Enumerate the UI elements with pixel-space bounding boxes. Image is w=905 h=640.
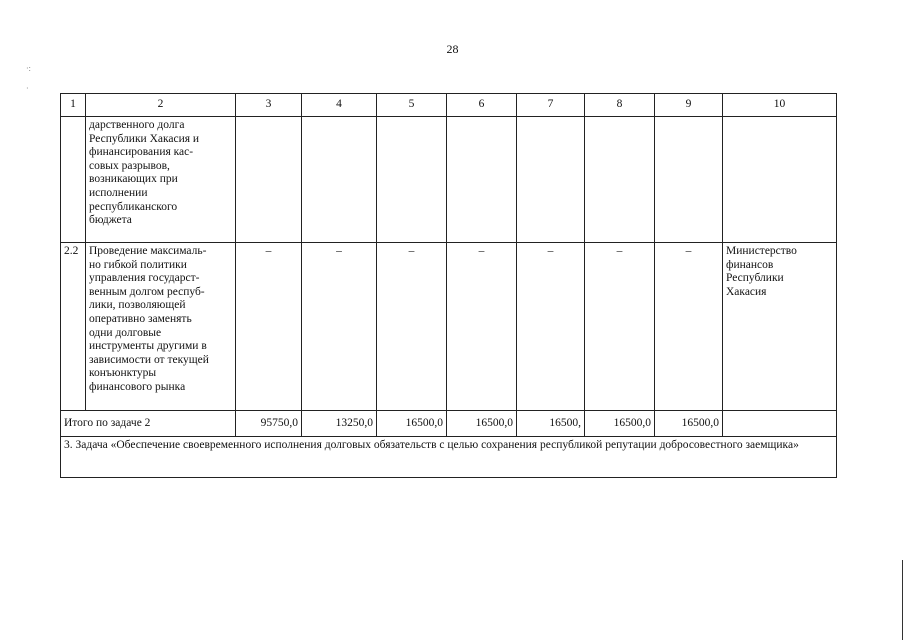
header-cell: 9 [655,94,723,117]
total-value: 16500,0 [377,411,447,437]
total-value: 16500,0 [655,411,723,437]
total-row [61,411,837,437]
empty-cell [517,117,585,243]
value-cell: – [655,243,723,411]
total-label: Итого по задаче 2 [61,411,236,437]
row-number: 2.2 [61,243,86,411]
empty-cell [447,117,517,243]
empty-cell [585,117,655,243]
header-cell: 7 [517,94,585,117]
description-cell: дарственного долга Республики Хакасия и финансирования кас- совых разрывов, возникающих при исполнении республиканского бюджета [86,117,236,243]
empty-cell [302,117,377,243]
margin-mark: ·: [26,64,31,73]
empty-cell [377,117,447,243]
header-cell: 3 [236,94,302,117]
value-cell: – [517,243,585,411]
task-3-row [61,437,837,478]
value-cell: – [447,243,517,411]
page-edge-line [902,560,903,640]
value-cell: – [377,243,447,411]
total-value: 13250,0 [302,411,377,437]
empty-cell [723,411,837,437]
executor-cell: Министерство финансов Республики Хакасия [723,243,837,411]
description-cell: Проведение максималь- но гибкой политики управления государст- венным долгом респуб- лики, позволяющей оперативно заменять одни долговые инструменты другими в зависимости от текущей конъюнктуры финансового рынка [86,243,236,411]
header-cell: 1 [61,94,86,117]
table-row-2-2 [61,243,837,411]
empty-cell [655,117,723,243]
header-cell: 4 [302,94,377,117]
value-cell: – [236,243,302,411]
continuation-row [61,117,837,243]
page-number: 28 [446,42,459,56]
program-table [60,93,837,478]
header-row [61,94,837,117]
task-3-heading: 3. Задача «Обеспечение своевременного исполнения долговых обязательств с целью сохранения республикой репутации добросовестного заемщика» [61,437,837,478]
header-cell: 10 [723,94,837,117]
empty-cell [61,117,86,243]
header-cell: 5 [377,94,447,117]
margin-mark: · [26,84,29,93]
value-cell: – [302,243,377,411]
total-value: 16500,0 [447,411,517,437]
header-cell: 6 [447,94,517,117]
empty-cell [236,117,302,243]
header-cell: 2 [86,94,236,117]
header-cell: 8 [585,94,655,117]
total-value: 95750,0 [236,411,302,437]
total-value: 16500,0 [585,411,655,437]
empty-cell [723,117,837,243]
value-cell: – [585,243,655,411]
total-value: 16500, [517,411,585,437]
